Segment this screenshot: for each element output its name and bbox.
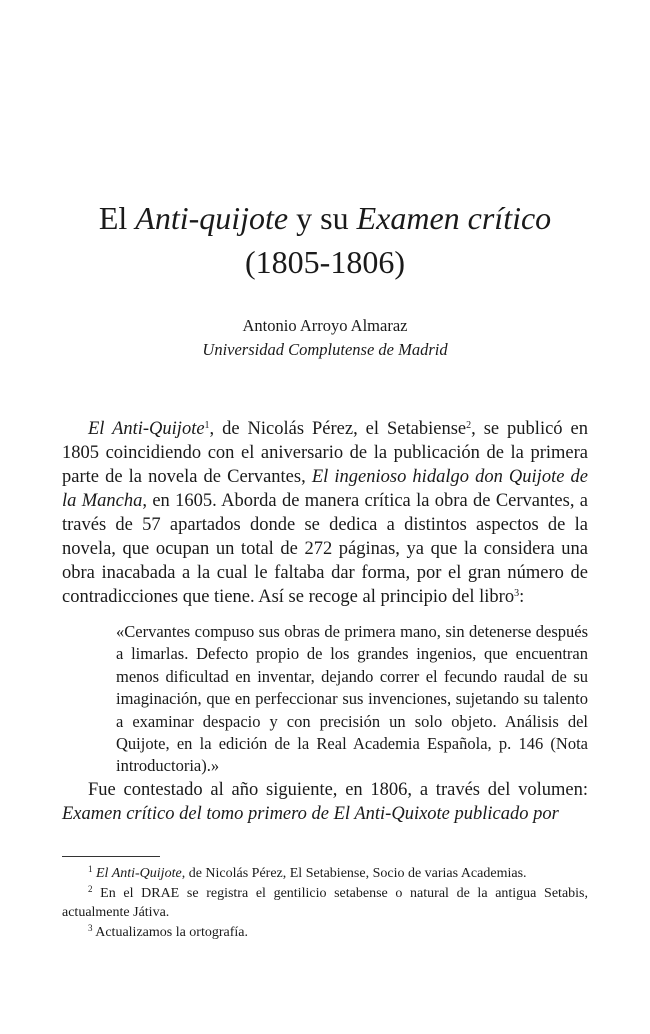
author-block [0,314,650,362]
author-name: Antonio Arroyo Almaraz [242,316,408,335]
footnote-divider [62,856,160,857]
footnote-ref-3[interactable]: 3 [514,588,520,599]
title-line-2: (1805-1806) [245,244,405,280]
footnote-2: $^2$ En el DRAE se registra el gentilicio setabense o natural de la antigua Setabis, actualmente Játiva. [62,883,588,920]
footnote-ref-1[interactable]: 1 [204,420,210,431]
block-quote: «Cervantes compuso sus obras de primera mano, sin detenerse después a limarlas. Defecto propio de los grandes ingenios, que encuentran menos dificultad en inventar, dejando correr el fecundo raudal de su imaginación, que en perfeccionar sus invenciones, sujetando su talento a examinar despacio y con precisión un solo objeto. Análisis del Quijote, en la edición de la Real Academia Española, p. 146 (Nota introductoria).» [116,622,588,776]
footnote-3: $^3$ Actualizamos la ortografía. [88,922,249,940]
paragraph-1: El Anti-Quijote$^1$, de Nicolás Pérez, el Setabiense$^2$, se publicó en 1805 coincidiendo con el aniversario de la publicación de la primera parte de la novela de Cervantes, El ingenioso hidalgo don Quijote de la Mancha, en 1605. Aborda de manera crítica la obra de Cervantes, a través de 57 apartados donde se dedica a distintos aspectos de la novela, que ocupan un total de 272 páginas, ya que la considera una obra inacabada a la cual le faltaba dar forma, por el gran número de contradicciones que tiene. Así se recoge al principio del libro$^3$: [62,419,589,607]
footnote-ref-2[interactable]: 2 [466,420,472,431]
footnote-1: $^1$ El Anti-Quijote, de Nicolás Pérez, El Setabiense, Socio de varias Academias. [88,864,527,881]
paragraph-2: Fue contestado al año siguiente, en 1806, a través del volumen: Examen crítico del tomo primero de El Anti-Quixote publicado por [62,780,588,824]
article-title [0,196,650,284]
footnotes [62,864,588,942]
author-affiliation: Universidad Complutense de Madrid [202,340,448,359]
title-line-1: El Anti-quijote y su Examen crítico [98,200,552,236]
